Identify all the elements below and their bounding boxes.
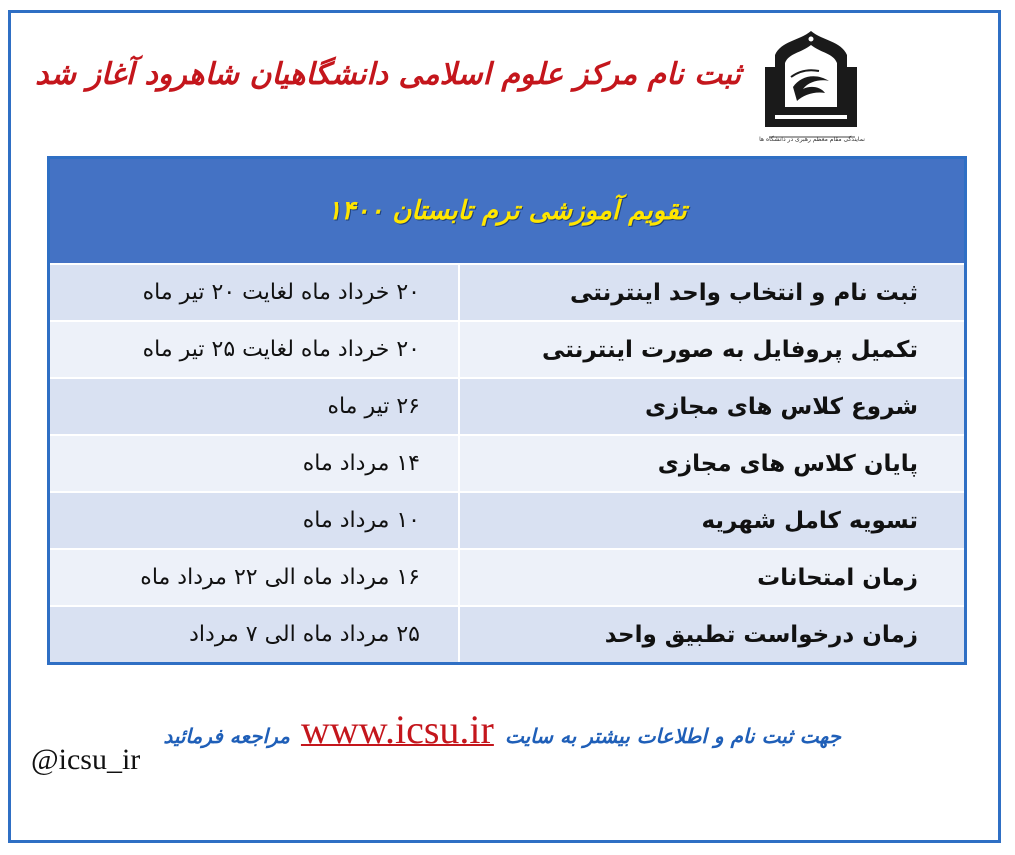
event-cell: شروع کلاس های مجازی [458,379,964,434]
mosque-emblem-icon [751,27,871,145]
event-cell: پایان کلاس های مجازی [458,436,964,491]
date-cell: ۱۴ مرداد ماه [50,436,458,491]
table-row [50,322,964,379]
date-cell: ۲۰ خرداد ماه لغایت ۲۵ تیر ماه [50,322,458,377]
table-row [50,607,964,662]
table-row [50,379,964,436]
table-row [50,436,964,493]
event-cell: ثبت نام و انتخاب واحد اینترنتی [458,265,964,320]
poster-frame [8,10,1001,843]
logo-caption: نمایندگی مقام معظم رهبری در دانشگاه ها [759,136,865,143]
page-headline: ثبت نام مرکز علوم اسلامی دانشگاهیان شاهرود آغاز شد [35,57,741,92]
table-row [50,550,964,607]
calendar-title: تقویم آموزشی ترم تابستان ۱۴۰۰ [50,159,964,265]
calendar-table [47,156,967,665]
event-cell: زمان امتحانات [458,550,964,605]
footer-suffix: مراجعه فرمائید [163,724,290,748]
social-handle: @icsu_ir [31,743,141,776]
date-cell: ۲۰ خرداد ماه لغایت ۲۰ تیر ماه [50,265,458,320]
footer-instructions [163,706,841,753]
date-cell: ۲۶ تیر ماه [50,379,458,434]
footer-prefix: جهت ثبت نام و اطلاعات بیشتر به سایت [504,724,841,748]
website-link[interactable]: www.icsu.ir [300,707,494,752]
header [11,13,1004,153]
event-cell: تکمیل پروفایل به صورت اینترنتی [458,322,964,377]
date-cell: ۲۵ مرداد ماه الی ۷ مرداد [50,607,458,662]
event-cell: تسویه کامل شهریه [458,493,964,548]
table-row [50,493,964,550]
table-row [50,265,964,322]
event-cell: زمان درخواست تطبیق واحد [458,607,964,662]
date-cell: ۱۰ مرداد ماه [50,493,458,548]
date-cell: ۱۶ مرداد ماه الی ۲۲ مرداد ماه [50,550,458,605]
